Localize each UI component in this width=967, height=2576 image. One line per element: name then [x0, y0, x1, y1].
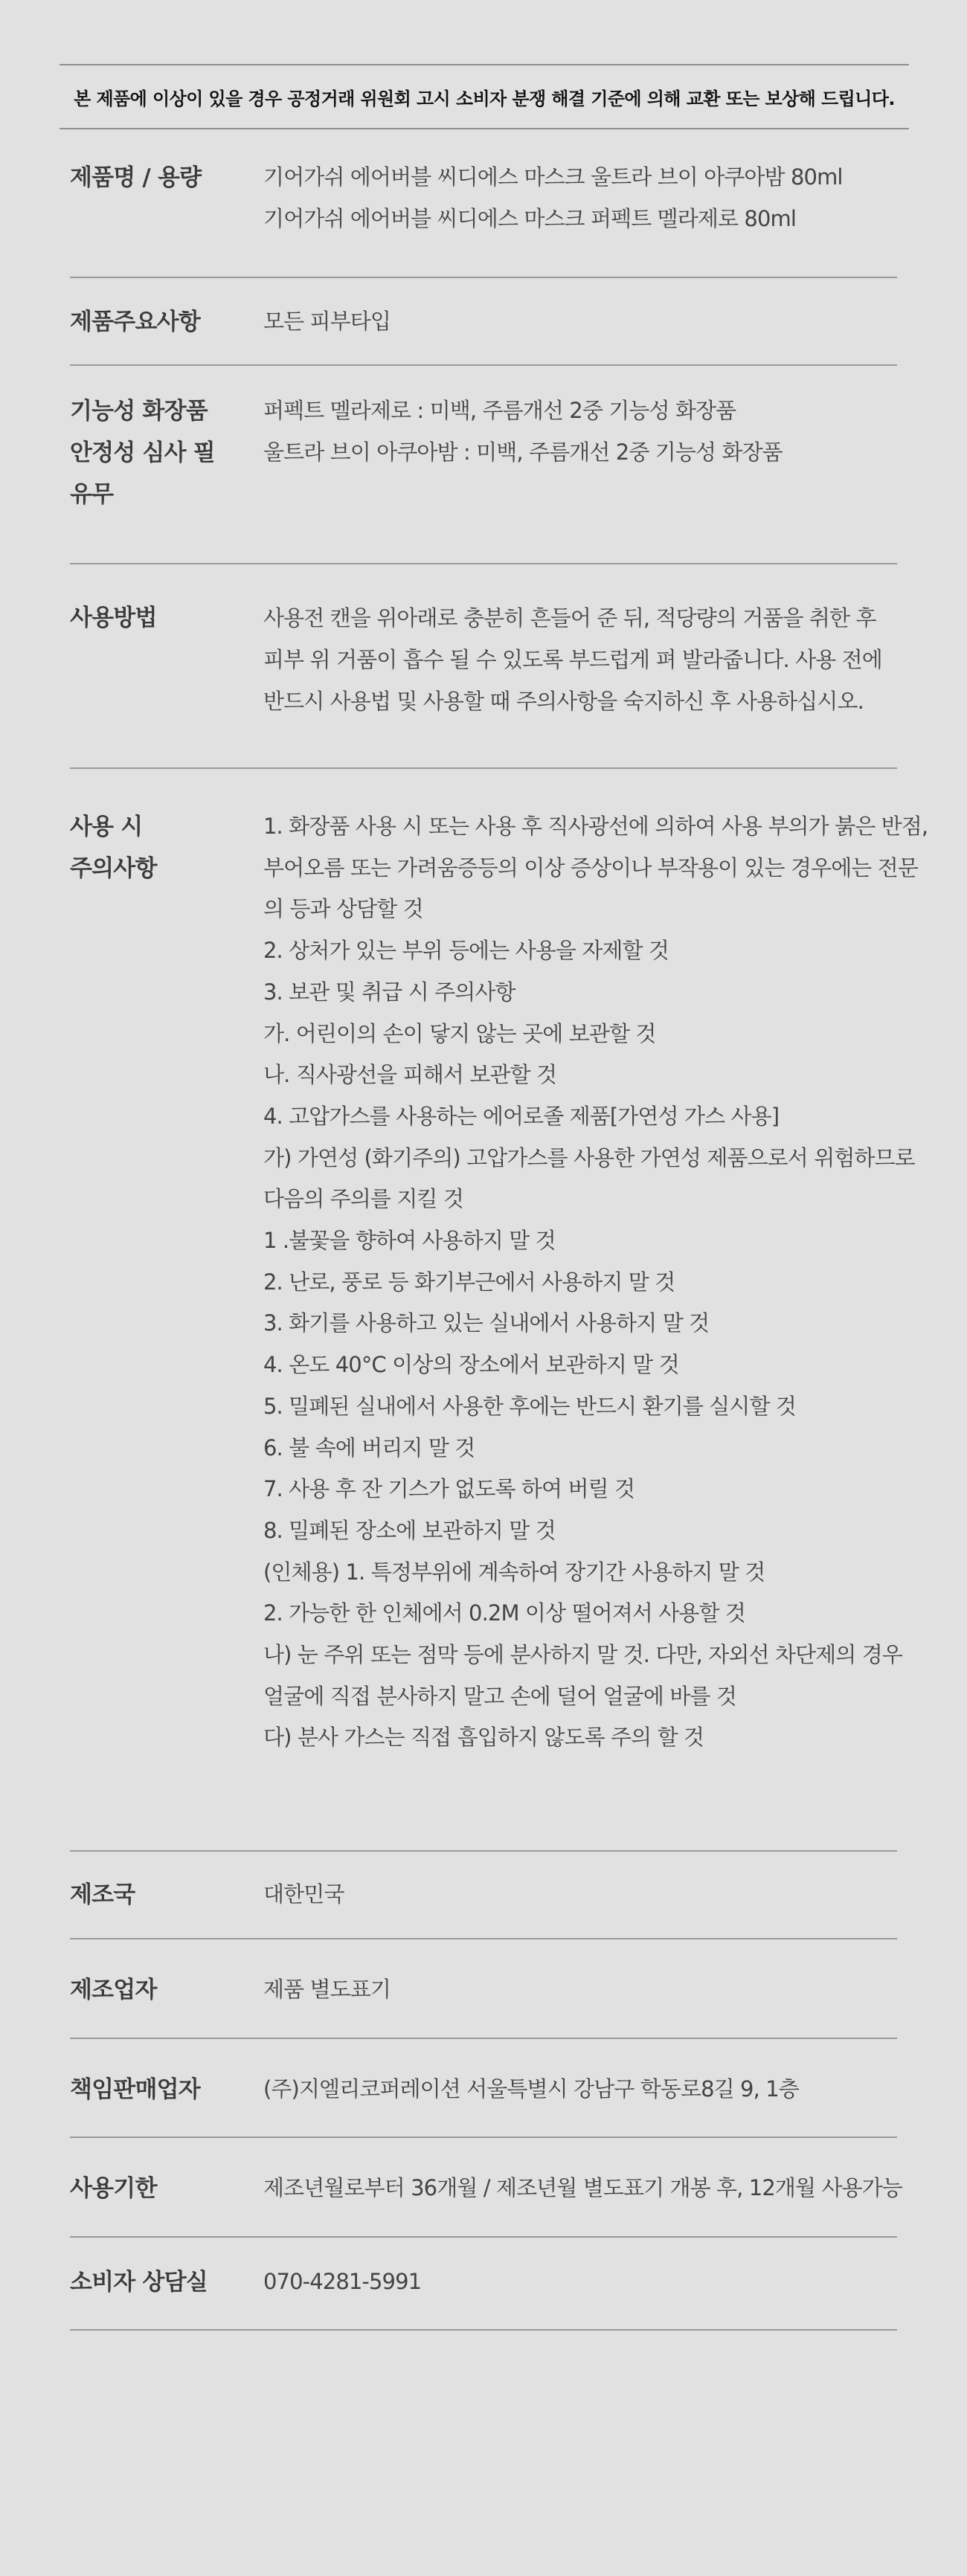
value-line: 나) 눈 주위 또는 점막 등에 분사하지 말 것. 다만, 자외선 차단제의 경우: [263, 1642, 902, 1668]
label-line: 제조업자: [70, 1977, 157, 2003]
row-value: [263, 597, 897, 767]
value-line: 모든 피부타입: [263, 309, 391, 334]
row-label: [70, 1969, 263, 2038]
value-line: 070-4281-5991: [263, 2269, 422, 2294]
value-line: 가. 어린이의 손이 닿지 않는 곳에 보관할 것: [263, 1020, 656, 1046]
value-line: 2. 난로, 풍로 등 화기부근에서 사용하지 말 것: [263, 1269, 675, 1295]
row-value: [263, 157, 897, 277]
label-line: 소비자 상담실: [70, 2269, 208, 2296]
label-line: 제품명 / 용량: [70, 164, 202, 191]
label-line: 사용 시: [70, 814, 143, 840]
value-line: 울트라 브이 아쿠아밤 : 미백, 주름개선 2중 기능성 화장품: [263, 439, 783, 465]
table-row-customer-service: [70, 2238, 897, 2331]
row-value: [263, 2261, 897, 2329]
row-value: [263, 301, 897, 364]
table-row-manufacturer: [70, 1939, 897, 2039]
value-line: 1. 화장품 사용 시 또는 사용 후 직사광선에 의하여 사용 부의가 붉은 반점,: [263, 814, 928, 839]
table-row-distributor: [70, 2039, 897, 2138]
value-line: 2. 상처가 있는 부위 등에는 사용을 자제할 것: [263, 938, 669, 964]
value-line: 다음의 주의를 지킬 것: [263, 1186, 463, 1212]
product-info-table: [70, 127, 928, 2331]
value-line: 기어가쉬 에어버블 씨디에스 마스크 울트라 브이 아쿠아밤 80ml: [263, 164, 843, 190]
label-line: 기능성 화장품: [70, 398, 208, 425]
value-line: 1 .불꽃을 향하여 사용하지 말 것: [263, 1228, 556, 1254]
table-row-usage: [70, 564, 897, 769]
value-line: 얼굴에 직접 분사하지 말고 손에 덜어 얼굴에 바를 것: [263, 1683, 736, 1709]
row-label: [70, 597, 263, 767]
value-line: 퍼펙트 멜라제로 : 미백, 주름개선 2중 기능성 화장품: [263, 398, 736, 423]
row-value: [263, 2168, 902, 2236]
row-label: [70, 2261, 263, 2329]
label-line: 유무: [70, 481, 114, 508]
value-line: 6. 불 속에 버리지 말 것: [263, 1434, 475, 1461]
value-line: 제조년월로부터 36개월 / 제조년월 별도표기 개봉 후, 12개월 사용가능: [263, 2175, 902, 2200]
table-row-precautions: [70, 769, 928, 1852]
row-value: [263, 1874, 897, 1938]
label-line: 책임판매업자: [70, 2076, 200, 2103]
label-line: 안정성 심사 필: [70, 439, 215, 466]
value-line: 피부 위 거품이 흡수 될 수 있도록 부드럽게 펴 발라줍니다. 사용 전에: [263, 647, 882, 672]
value-line: 부어오름 또는 가려움증등의 이상 증상이나 부작용이 있는 경우에는 전문: [263, 854, 918, 880]
value-line: 5. 밀폐된 실내에서 사용한 후에는 반드시 환기를 실시할 것: [263, 1393, 797, 1419]
label-line: 제품주요사항: [70, 309, 200, 335]
row-value: [263, 806, 928, 1850]
value-line: 반드시 사용법 및 사용할 때 주의사항을 숙지하신 후 사용하십시오.: [263, 689, 864, 714]
value-line: 다) 분사 가스는 직접 흡입하지 않도록 주의 할 것: [263, 1725, 704, 1751]
value-line: 7. 사용 후 잔 기스가 없도록 하여 버릴 것: [263, 1476, 635, 1502]
value-line: 기어가쉬 에어버블 씨디에스 마스크 퍼펙트 멜라제로 80ml: [263, 205, 797, 231]
value-line: 나. 직사광선을 피해서 보관할 것: [263, 1062, 557, 1088]
row-value: [263, 390, 897, 563]
value-line: (인체용) 1. 특정부위에 계속하여 장기간 사용하지 말 것: [263, 1559, 765, 1585]
row-label: [70, 301, 263, 364]
label-line: 사용기한: [70, 2175, 157, 2202]
row-label: [70, 157, 263, 277]
value-line: (주)지엘리코퍼레이션 서울특별시 강남구 학동로8길 9, 1층: [263, 2076, 799, 2102]
label-line: 주의사항: [70, 855, 157, 882]
value-line: 대한민국: [263, 1881, 344, 1907]
table-row-country: [70, 1852, 897, 1939]
value-line: 4. 고압가스를 사용하는 에어로졸 제품[가연성 가스 사용]: [263, 1103, 780, 1129]
table-row-key-features: [70, 278, 897, 366]
row-value: [263, 2069, 897, 2137]
row-label: [70, 390, 263, 563]
notice-banner: 본 제품에 이상이 있을 경우 공정거래 위원회 고시 소비자 분쟁 해결 기준에 의해 교환 또는 보상해 드립니다.: [60, 64, 909, 129]
value-line: 가) 가연성 (화기주의) 고압가스를 사용한 가연성 제품으로서 위험하므로: [263, 1144, 915, 1171]
table-row-expiry: [70, 2138, 902, 2238]
value-line: 8. 밀폐된 장소에 보관하지 말 것: [263, 1517, 556, 1543]
row-label: [70, 1874, 263, 1938]
label-line: 제조국: [70, 1881, 135, 1908]
value-line: 3. 화기를 사용하고 있는 실내에서 사용하지 말 것: [263, 1310, 710, 1336]
row-label: [70, 2069, 263, 2137]
value-line: 2. 가능한 한 인체에서 0.2M 이상 떨어져서 사용할 것: [263, 1600, 746, 1626]
row-label: [70, 806, 263, 1850]
value-line: 3. 보관 및 취급 시 주의사항: [263, 979, 515, 1005]
value-line: 제품 별도표기: [263, 1977, 391, 2002]
table-row-product-name: [70, 127, 897, 278]
value-line: 4. 온도 40°C 이상의 장소에서 보관하지 말 것: [263, 1352, 679, 1378]
row-label: [70, 2168, 263, 2236]
row-value: [263, 1969, 897, 2038]
label-line: 사용방법: [70, 605, 157, 631]
value-line: 의 등과 상담할 것: [263, 896, 423, 922]
table-row-functional-cosmetics: [70, 366, 897, 564]
value-line: 사용전 캔을 위아래로 충분히 흔들어 준 뒤, 적당량의 거품을 취한 후: [263, 605, 876, 631]
